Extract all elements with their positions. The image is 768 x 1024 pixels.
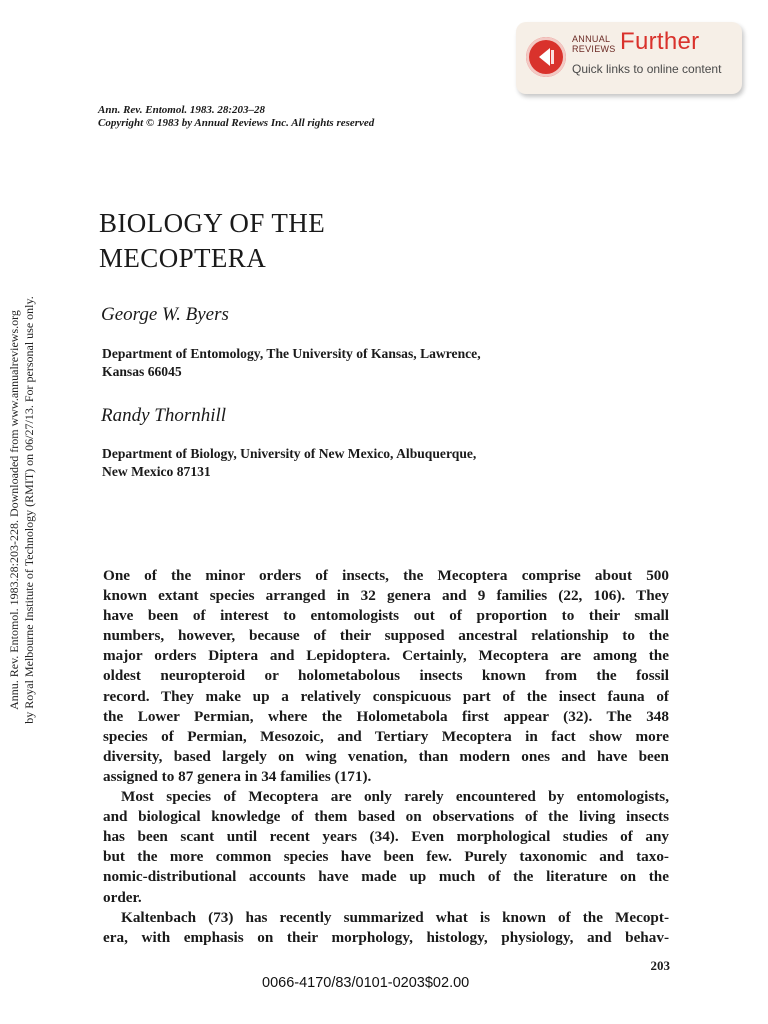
article-title bbox=[99, 206, 325, 276]
affiliation-line: Kansas 66045 bbox=[102, 364, 182, 379]
body-line: assigned to 87 genera in 34 families (171). bbox=[103, 767, 372, 785]
body-line: the Lower Permian, where the Holometabola first appear (32). The 348 bbox=[103, 707, 669, 725]
price-code: 0066-4170/83/0101-0203$02.00 bbox=[262, 975, 470, 991]
title-line: BIOLOGY OF THE bbox=[99, 208, 326, 238]
body-line: oldest neuropteroid or holometabolous insects known from the fossil bbox=[103, 667, 669, 685]
affiliation-line: Department of Entomology, The University of Kansas, Lawrence, bbox=[102, 346, 481, 361]
side-note-line: Annu. Rev. Entomol. 1983.28:203-228. Downloaded from www.annualreviews.org bbox=[7, 310, 21, 710]
body-line: era, with emphasis on their morphology, histology, physiology, and behav- bbox=[103, 928, 669, 946]
download-side-note bbox=[7, 240, 43, 780]
body-line: Kaltenbach (73) has recently summarized what is known of the Mecopt- bbox=[121, 908, 669, 926]
author-name: George W. Byers bbox=[101, 304, 229, 325]
affiliation-line: Department of Biology, University of New Mexico, Albuquerque, bbox=[102, 446, 477, 461]
body-line: known extant species arranged in 32 genera and 9 families (22, 106). They bbox=[103, 587, 669, 605]
title-line: MECOPTERA bbox=[99, 243, 267, 273]
body-line: nomic-distributional accounts have made up much of the literature on the bbox=[103, 868, 669, 886]
author-affiliation bbox=[102, 345, 481, 381]
body-line: major orders Diptera and Lepidoptera. Certainly, Mecoptera are among the bbox=[103, 647, 669, 665]
citation-header bbox=[98, 104, 374, 130]
citation-line: Ann. Rev. Entomol. 1983. 28:203–28 bbox=[98, 104, 266, 116]
further-badge[interactable] bbox=[516, 22, 742, 94]
body-line: have been of interest to entomologists out of proportion to their small bbox=[103, 607, 669, 625]
badge-reviews-label: REVIEWS bbox=[572, 44, 616, 54]
badge-further-label: Further bbox=[620, 28, 700, 55]
body-line: has been scant until recent years (34). Even morphological studies of any bbox=[103, 828, 669, 846]
body-line: order. bbox=[103, 888, 142, 906]
badge-subtitle: Quick links to online content bbox=[572, 62, 722, 76]
author-affiliation bbox=[102, 445, 476, 481]
body-line: but the more common species have been few. Purely taxonomic and taxo- bbox=[103, 848, 669, 866]
affiliation-line: New Mexico 87131 bbox=[102, 464, 211, 479]
body-line: numbers, however, because of their supposed ancestral relationship to the bbox=[103, 627, 669, 645]
body-line: Most species of Mecoptera are only rarely encountered by entomologists, bbox=[121, 788, 669, 806]
body-line: record. They make up a relatively conspicuous part of the insect fauna of bbox=[103, 687, 669, 705]
play-back-icon[interactable] bbox=[526, 37, 566, 77]
body-line: and biological knowledge of them based on observations of the living insects bbox=[103, 808, 669, 826]
side-note-line: by Royal Melbourne Institute of Technology (RMIT) on 06/27/13. For personal use only. bbox=[22, 296, 36, 724]
body-line: species of Permian, Mesozoic, and Tertiary Mecoptera in fact show more bbox=[103, 727, 669, 745]
author-name: Randy Thornhill bbox=[101, 405, 227, 426]
body-text bbox=[103, 566, 669, 948]
copyright-line: Copyright © 1983 by Annual Reviews Inc. All rights reserved bbox=[98, 117, 375, 129]
body-line: diversity, based largely on wing venation, than modern ones and have been bbox=[103, 747, 669, 765]
badge-annual-label: ANNUAL bbox=[572, 34, 611, 44]
page-number: 203 bbox=[650, 958, 670, 973]
body-line: One of the minor orders of insects, the Mecoptera comprise about 500 bbox=[103, 567, 669, 584]
